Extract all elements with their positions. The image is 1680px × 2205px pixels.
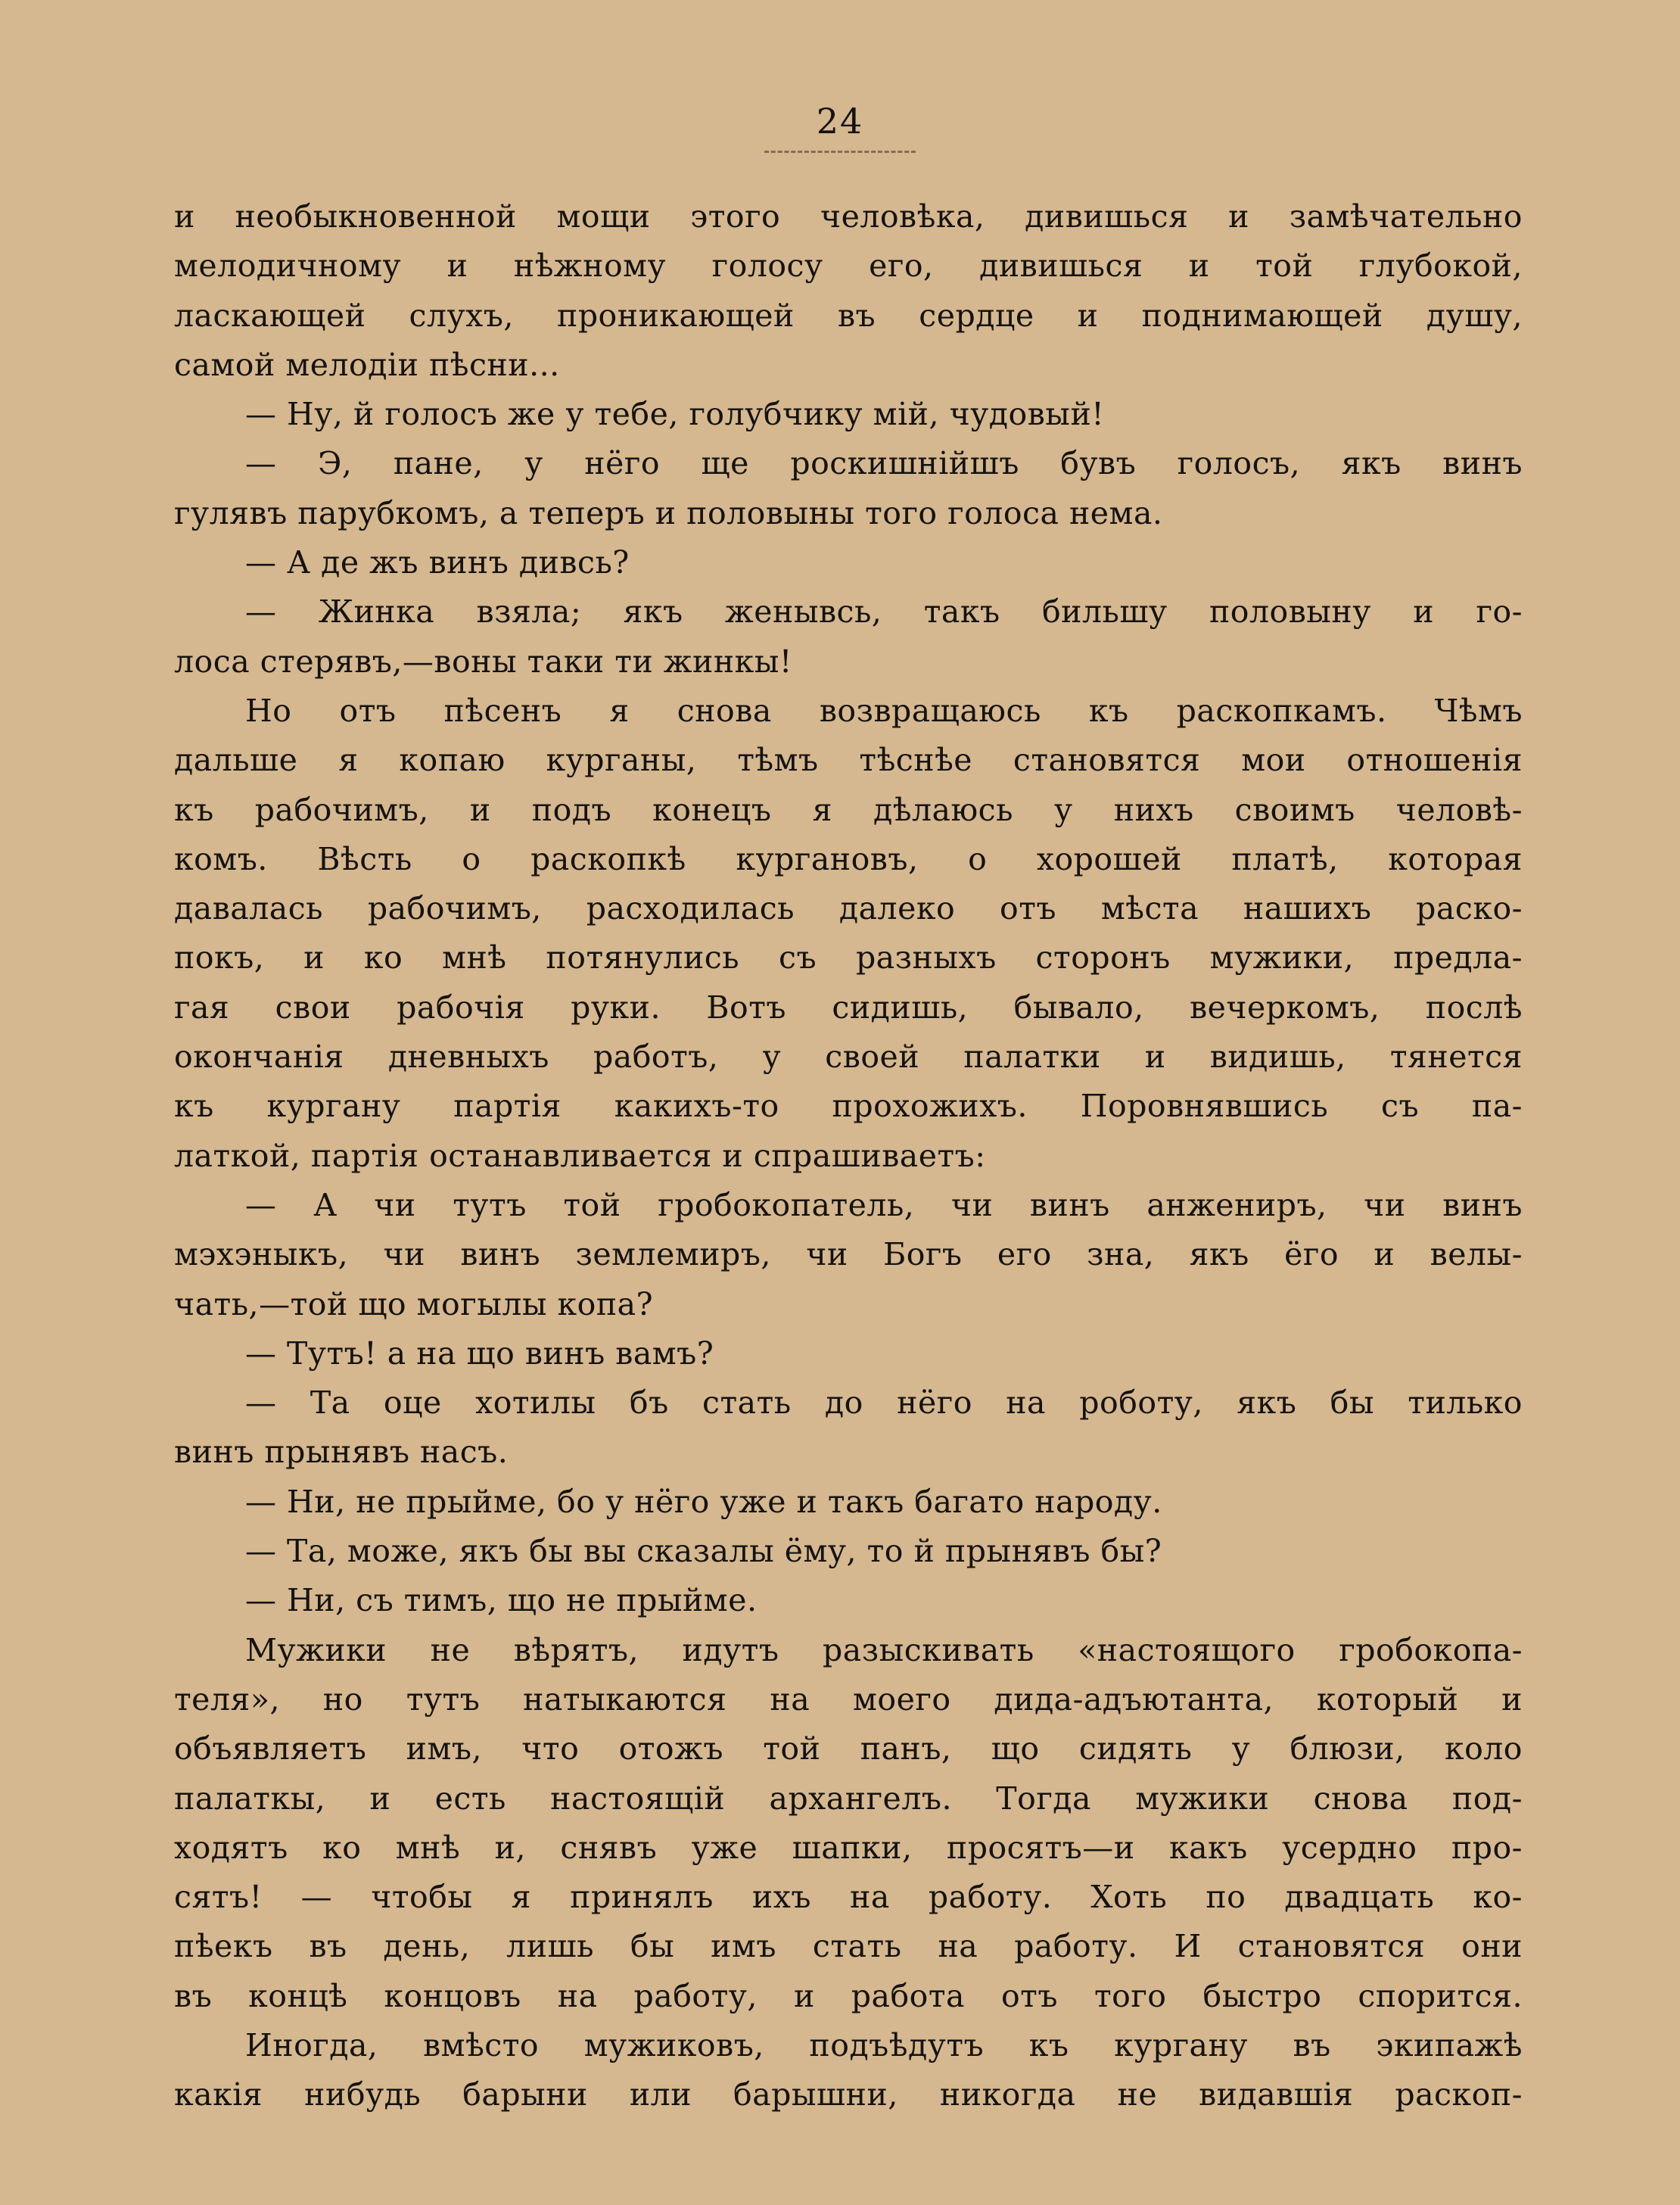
page-number: 24 (816, 101, 864, 142)
text-line: — Та, може, якъ бы вы сказалы ёму, то й прынявъ бы? (245, 1533, 1162, 1570)
text-line: какія нибудь барыни или барышни, никогда не видавшія раскоп- (174, 2076, 1523, 2113)
text-line: къ кургану партія какихъ-то прохожихъ. Поровнявшись съ па- (174, 1088, 1523, 1125)
text-line: ходятъ ко мнѣ и, снявъ уже шапки, просятъ—и какъ усердно про- (174, 1829, 1523, 1866)
text-line: мелодичному и нѣжному голосу его, дивишься и той глубокой, (174, 248, 1523, 285)
text-line: мэхэныкъ, чи винъ землемиръ, чи Богъ его зна, якъ ёго и велы- (174, 1236, 1523, 1273)
text-line: дальше я копаю курганы, тѣмъ тѣснѣе становятся мои отношенія (174, 742, 1523, 779)
text-line: комъ. Вѣсть о раскопкѣ кургановъ, о хорошей платѣ, которая (174, 840, 1523, 877)
text-line: — Та оце хотилы бъ стать до нёго на роботу, якъ бы тилько (245, 1384, 1523, 1422)
text-line: — Жинка взяла; якъ женывсь, такъ бильшу половыну и го- (245, 593, 1523, 631)
text-line: пѣекъ въ день, лишь бы имъ стать на работу. И становятся они (174, 1928, 1523, 1965)
text-line: гулявъ парубкомъ, а теперъ и половыны того голоса нема. (174, 494, 1163, 531)
text-line: Но отъ пѣсенъ я снова возвращаюсь къ раскопкамъ. Чѣмъ (245, 692, 1523, 729)
text-line: — Ни, не прыйме, бо у нёго уже и такъ багато народу. (245, 1483, 1162, 1520)
text-line: — Ну, й голосъ же у тебе, голубчику мій, чудовый! (245, 396, 1105, 433)
page-number-rule (764, 151, 916, 153)
text-line: — Ни, съ тимъ, що не прыйме. (245, 1582, 758, 1619)
text-line: гая свои рабочія руки. Вотъ сидишь, бывало, вечеркомъ, послѣ (174, 989, 1523, 1026)
text-line: палаткы, и есть настоящій архангелъ. Тогда мужики снова под- (174, 1780, 1523, 1817)
text-line: окончанія дневныхъ работъ, у своей палатки и видишь, тянется (174, 1039, 1523, 1076)
text-line: сятъ! — чтобы я принялъ ихъ на работу. Хоть по двадцать ко- (174, 1879, 1523, 1916)
text-line: лоса стерявъ,—воны таки ти жинкы! (174, 643, 792, 680)
text-line: — Тутъ! а на що винъ вамъ? (245, 1335, 714, 1372)
text-line: — А чи тутъ той гробокопатель, чи винъ анжениръ, чи винъ (245, 1186, 1523, 1223)
text-line: винъ прынявъ насъ. (174, 1434, 509, 1471)
text-line: Мужики не вѣрятъ, идутъ разыскивать «настоящого гробокопа- (245, 1631, 1523, 1668)
text-line: въ концѣ концовъ на работу, и работа отъ того быстро спорится. (174, 1977, 1523, 2014)
text-line: ласкающей слухъ, проникающей въ сердце и поднимающей душу, (174, 297, 1523, 334)
text-line: чать,—той що могылы копа? (174, 1285, 654, 1322)
text-line: — Э, пане, у нёго ще роскишнійшъ бувъ голосъ, якъ винъ (245, 445, 1523, 482)
text-line: покъ, и ко мнѣ потянулись съ разныхъ сторонъ мужики, предла- (174, 939, 1523, 976)
text-line: латкой, партія останавливается и спрашиваетъ: (174, 1137, 986, 1174)
text-line: самой мелодіи пѣсни... (174, 346, 560, 383)
text-line: объявляетъ имъ, что отожъ той панъ, що сидять у блюзи, коло (174, 1730, 1523, 1767)
text-line: къ рабочимъ, и подъ конецъ я дѣлаюсь у нихъ своимъ человѣ- (174, 791, 1523, 828)
body-text (174, 192, 1523, 2120)
text-line: давалась рабочимъ, расходилась далеко отъ мѣста нашихъ раско- (174, 890, 1523, 927)
text-line: Иногда, вмѣсто мужиковъ, подъѣдутъ къ кургану въ экипажѣ (245, 2026, 1523, 2063)
text-line: и необыкновенной мощи этого человѣка, дивишься и замѣчательно (174, 198, 1523, 235)
text-line: — А де жъ винъ дивсь? (245, 544, 630, 581)
text-line: теля», но тутъ натыкаются на моего дида-адъютанта, который и (174, 1680, 1523, 1718)
